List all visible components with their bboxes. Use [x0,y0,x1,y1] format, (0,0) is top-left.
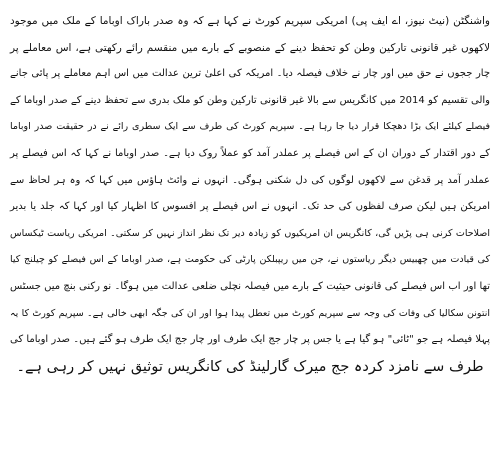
article-line: لاکھوں غیر قانونی تارکین وطن کو تحفظ دینے کے منصوبے کے بارے میں منقسم رائے رکھتی ہے، اس معاملے پر [10,41,490,54]
article-line: اصلاحات کرنی ہی پڑیں گی، کانگریس ان امریکیوں کو زیادہ دیر تک نظر انداز نہیں کر سکتی۔ امریکی ریاست ٹیکساس [10,227,490,239]
article-line: تھا اور اب اس فیصلے کی قانونی حیثیت کے بارے میں فیصلہ نچلی ضلعی عدالت میں ہوگا۔ نو رکنی بنچ میں جسٹس [10,280,490,292]
article-line: امریکن ہیں لیکن صرف لفظوں کی حد تک۔ انہوں نے اس فیصلے پر افسوس کا اظہار کیا اور کہا کہ جلد یا بدیر [10,201,490,213]
article-line: عملدر آمد پر قدغن سے لاکھوں لوگوں کی دل شکنی ہوگی۔ انہوں نے وائٹ ہاؤس میں کہا کہ وہ ہر لحاظ سے [10,174,490,186]
article-line: والی تقسیم کو 2014 میں کانگریس سے بالا غیر قانونی تارکین وطن کو ملک بدری سے تحفظ دینے کے صدر اوباما کے [10,94,490,106]
article-line: انتونن سکالیا کی وفات کی وجہ سے سپریم کورٹ میں تعطل پیدا ہوا اور ان کی جگہ ابھی خالی ہے۔ سپریم کورٹ کا یہ [10,307,490,319]
article-line: طرف سے نامزد کردہ جج میرک گارلینڈ کی کانگریس توثیق نہیں کر رہی ہے۔ [16,358,484,375]
article-line: پہلا فیصلہ ہے جو "ٹائی" ہو گیا ہے یا جس پر چار جج ایک طرف اور چار جج ایک طرف ہو گئے ہیں۔ صدر اوباما کی [10,334,490,346]
article-line: فیصلے کیلئے ایک بڑا دھچکا قرار دیا جا رہا ہے۔ سپریم کورٹ کی طرف سے ایک سطری رائے نے در حقیقت صدر اوباما [10,121,490,133]
article-line: کی قیادت میں چھبیس دیگر ریاستوں نے، جن میں ریپبلکن پارٹی کی حکومت ہے، صدر اوباما کے اس فیصلے کو چیلنج کیا [10,254,490,266]
article-line: چار ججوں نے حق میں اور چار نے خلاف فیصلہ دیا۔ امریکہ کی اعلیٰ ترین عدالت میں اس اہم معاملے پر پائی جانے [10,68,490,80]
article-line: واشنگٹن (نیٹ نیوز، اے ایف پی) امریکی سپریم کورٹ نے کہا ہے کہ وہ صدر باراک اوباما کے ملک میں موجود [10,15,490,27]
article-line: کے دور اقتدار کے دوران ان کے اس فیصلے پر عملدر آمد کو عملاً روک دیا ہے۔ صدر اوباما نے کہا کہ اس فیصلے پر [10,147,490,159]
